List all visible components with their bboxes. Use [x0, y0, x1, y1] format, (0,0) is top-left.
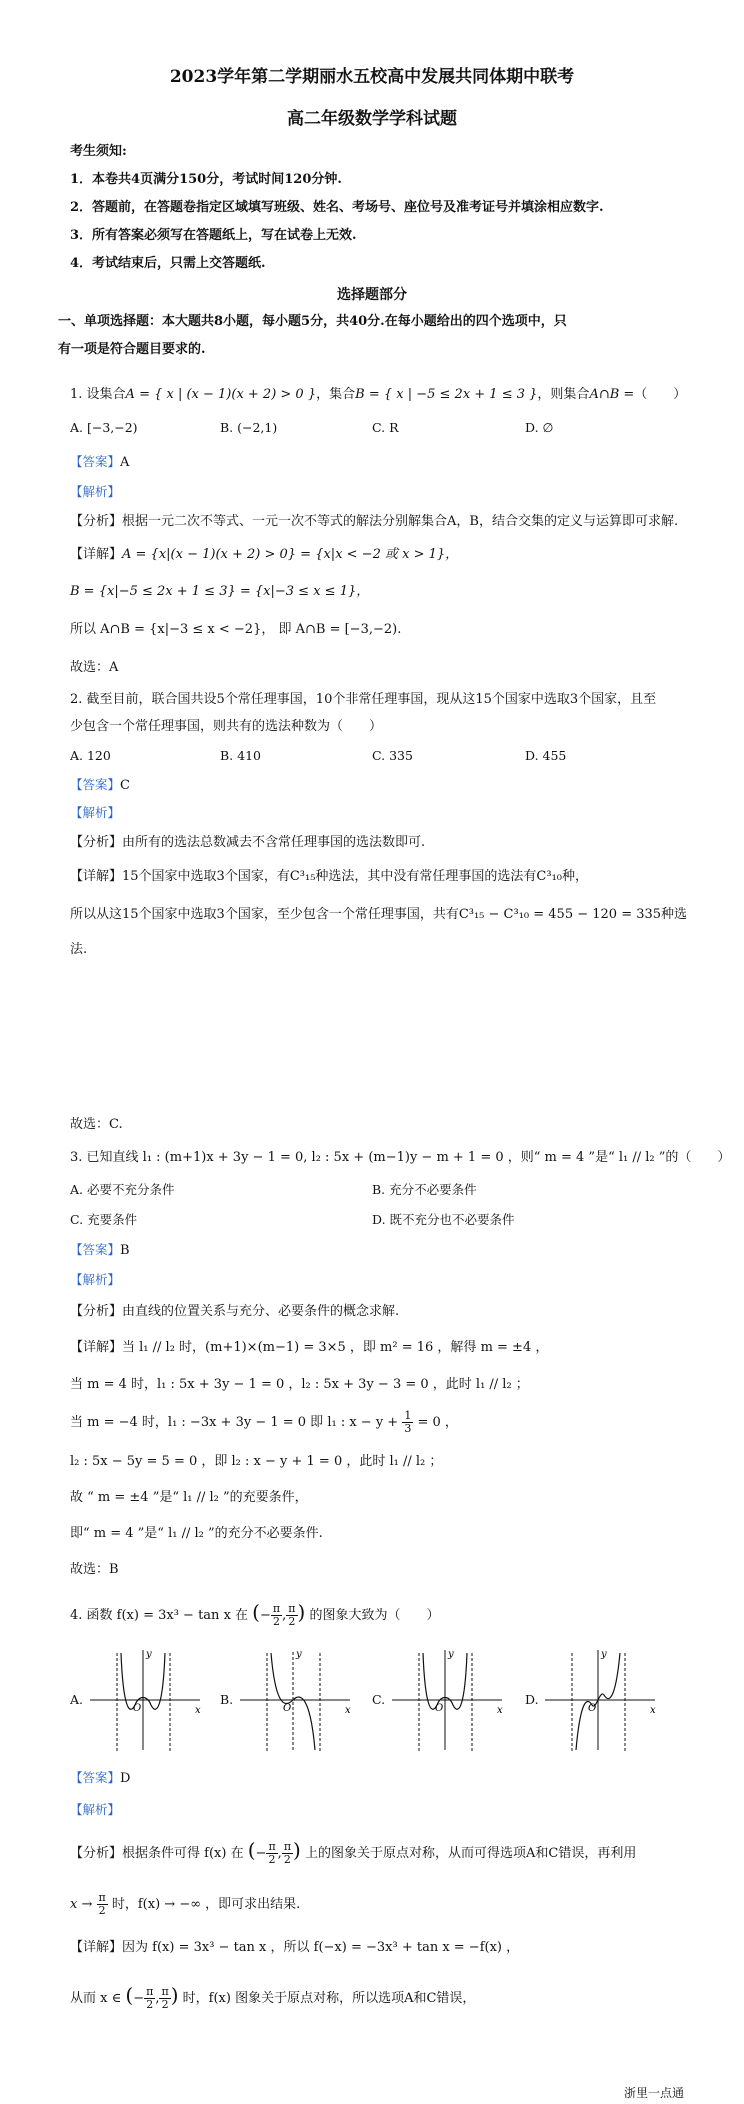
section-title: 选择题部分: [337, 287, 407, 303]
q3-xiangjie-2: 当 m = 4 时，l₁ : 5x + 3y − 1 = 0 ，l₂ : 5x + 3y − 3 = 0 ，此时 l₁ // l₂ ；: [70, 1377, 529, 1392]
q3-fenxi: 【分析】由直线的位置关系与充分、必要条件的概念求解.: [70, 1304, 400, 1319]
notice-item: 1．本卷共4页满分150分，考试时间120分钟.: [70, 172, 342, 187]
q2-option-b: B. 410: [220, 748, 261, 763]
footer-brand: 浙里一点通: [623, 2086, 684, 2100]
q4-option-a: A.: [70, 1692, 84, 1707]
q2-xiangjie-3: 法.: [70, 942, 88, 957]
q3-conclusion: 故选：B: [70, 1562, 119, 1577]
q3-option-c: C. 充要条件: [70, 1212, 138, 1227]
q2-option-c: C. 335: [372, 748, 413, 763]
notice-item: 3．所有答案必须写在答题纸上，写在试卷上无效.: [70, 228, 357, 243]
q1-option-a: A. [−3,−2): [70, 420, 138, 435]
q3-option-a: A. 必要不充分条件: [70, 1182, 175, 1197]
q1-stem: 1. 设集合A = { x | (x − 1)(x + 2) > 0 }，集合B = { x | −5 ≤ 2x + 1 ≤ 3 }，则集合A∩B =（ ）: [70, 387, 687, 402]
q3-stem: 3. 已知直线 l₁ : (m+1)x + 3y − 1 = 0, l₂ : 5x + (m−1)y − m + 1 = 0 ，则“ m = 4 ”是“ l₁ // l₂ ”的（ ）: [70, 1150, 731, 1165]
axis-label: x: [650, 1705, 656, 1716]
q3-xiangjie-1: 【详解】当 l₁ // l₂ 时，(m+1)×(m−1) = 3×5 ，即 m² = 16 ，解得 m = ±4 ，: [70, 1340, 549, 1355]
q4-graph-a: [85, 1645, 205, 1755]
q2-answer: 【答案】C: [70, 777, 130, 793]
q2-stem-2: 少包含一个常任理事国，则共有的选法种数为（ ）: [70, 719, 383, 734]
q2-xiangjie-1: 【详解】15个国家中选取3个国家，有C³₁₅种选法，其中没有常任理事国的选法有C³₁₀种，: [70, 869, 588, 884]
q1-answer: 【答案】A: [70, 454, 130, 470]
exam-subtitle: 高二年级数学学科试题: [287, 109, 457, 129]
q2-option-a: A. 120: [70, 748, 111, 763]
q2-xiangjie-2: 所以从这15个国家中选取3个国家，至少包含一个常任理事国，共有C³₁₅ − C³₁₀ = 455 − 120 = 335种选: [70, 907, 688, 922]
axis-label: y: [296, 1649, 302, 1660]
q1-option-b: B. (−2,1): [220, 420, 278, 435]
notice-item: 2．答题前，在答题卷指定区域填写班级、姓名、考场号、座位号及准考证号并填涂相应数字.: [70, 200, 604, 215]
q1-fenxi: 【分析】根据一元二次不等式、一元一次不等式的解法分别解集合A，B，结合交集的定义与运算即可求解.: [70, 514, 679, 529]
origin-label: O: [133, 1703, 142, 1714]
q3-xiangjie-5: 故 “ m = ±4 ”是“ l₁ // l₂ ”的充要条件，: [70, 1490, 308, 1505]
q1-xiangjie-3: 所以 A∩B = {x|−3 ≤ x < −2}， 即 A∩B = [−3,−2).: [70, 622, 402, 637]
notice-heading: 考生须知:: [70, 144, 127, 159]
axis-label: x: [195, 1705, 201, 1716]
q4-graph-b: [235, 1645, 355, 1755]
q3-option-b: B. 充分不必要条件: [372, 1182, 477, 1197]
q4-answer: 【答案】D: [70, 1770, 131, 1786]
q4-fenxi: 【分析】根据条件可得 f(x) 在 (− $\frac{\pi}{2}$ , $\frac{\pi}{2}$ ) 上的图象关于原点对称，从而可得选项A和C错误，再利用: [70, 1838, 637, 1866]
q3-xiangjie-6: 即“ m = 4 ”是“ l₁ // l₂ ”的充分不必要条件.: [70, 1526, 323, 1541]
q4-xiangjie-2: 从而 x ∈ (− $\frac{\pi}{2}$ , $\frac{\pi}{2}$ ) 时，f(x) 图象关于原点对称，所以选项A和C错误，: [70, 1983, 476, 2011]
q4-analysis-label: 【解析】: [70, 1802, 121, 1817]
q4-graph-c: [387, 1645, 507, 1755]
q3-option-d: D. 既不充分也不必要条件: [372, 1212, 515, 1227]
q4-fenxi-2: x → $\frac{\pi}{2}$ 时，f(x) → −∞ ，即可求出结果.: [70, 1891, 301, 1917]
q1-xiangjie-2: B = {x|−5 ≤ 2x + 1 ≤ 3} = {x|−3 ≤ x ≤ 1}，: [70, 584, 370, 599]
q4-option-d: D.: [525, 1692, 539, 1707]
axis-label: y: [601, 1649, 607, 1660]
axis-label: x: [497, 1705, 503, 1716]
notice-item: 4．考试结束后，只需上交答题纸.: [70, 256, 266, 271]
origin-label: O: [283, 1703, 292, 1714]
q1-xiangjie-1: 【详解】A = {x|(x − 1)(x + 2) > 0} = {x|x < −2 或 x > 1}，: [70, 547, 459, 562]
q2-conclusion: 故选：C.: [70, 1117, 123, 1132]
q4-option-c: C.: [372, 1692, 386, 1707]
q2-option-d: D. 455: [525, 748, 567, 763]
axis-label: x: [345, 1705, 351, 1716]
section-intro: 一、单项选择题：本大题共8小题，每小题5分，共40分.在每小题给出的四个选项中，只: [58, 314, 567, 329]
q4-stem: 4. 函数 f(x) = 3x³ − tan x 在 (− $\frac{\pi}{2}$ , $\frac{\pi}{2}$ ) 的图象大致为（ ）: [70, 1600, 440, 1628]
q1-analysis-label: 【解析】: [70, 484, 121, 499]
axis-label: y: [448, 1649, 454, 1660]
q4-option-b: B.: [220, 1692, 234, 1707]
q3-analysis-label: 【解析】: [70, 1272, 121, 1287]
q1-conclusion: 故选：A: [70, 660, 119, 675]
q1-option-c: C. R: [372, 420, 399, 435]
q3-xiangjie-3: 当 m = −4 时，l₁ : −3x + 3y − 1 = 0 即 l₁ : x − y + $\frac{1}{3}$ = 0 ，: [70, 1409, 458, 1435]
q3-answer: 【答案】B: [70, 1242, 130, 1258]
q3-xiangjie-4: l₂ : 5x − 5y = 5 = 0 ，即 l₂ : x − y + 1 = 0 ，此时 l₁ // l₂ ；: [70, 1454, 443, 1469]
q1-option-d: D. ∅: [525, 420, 554, 435]
q2-fenxi: 【分析】由所有的选法总数减去不含常任理事国的选法数即可.: [70, 835, 426, 850]
q4-graph-d: [540, 1645, 660, 1755]
q2-stem-1: 2. 截至目前，联合国共设5个常任理事国，10个非常任理事国，现从这15个国家中选取3个国家，且至: [70, 692, 657, 707]
exam-title: 2023学年第二学期丽水五校高中发展共同体期中联考: [169, 67, 575, 87]
q4-xiangjie-1: 【详解】因为 f(x) = 3x³ − tan x ，所以 f(−x) = −3x³ + tan x = −f(x) ，: [70, 1940, 520, 1955]
q2-analysis-label: 【解析】: [70, 805, 121, 820]
origin-label: O: [435, 1703, 444, 1714]
origin-label: O: [588, 1703, 597, 1714]
axis-label: y: [146, 1649, 152, 1660]
section-intro: 有一项是符合题目要求的.: [58, 342, 206, 357]
